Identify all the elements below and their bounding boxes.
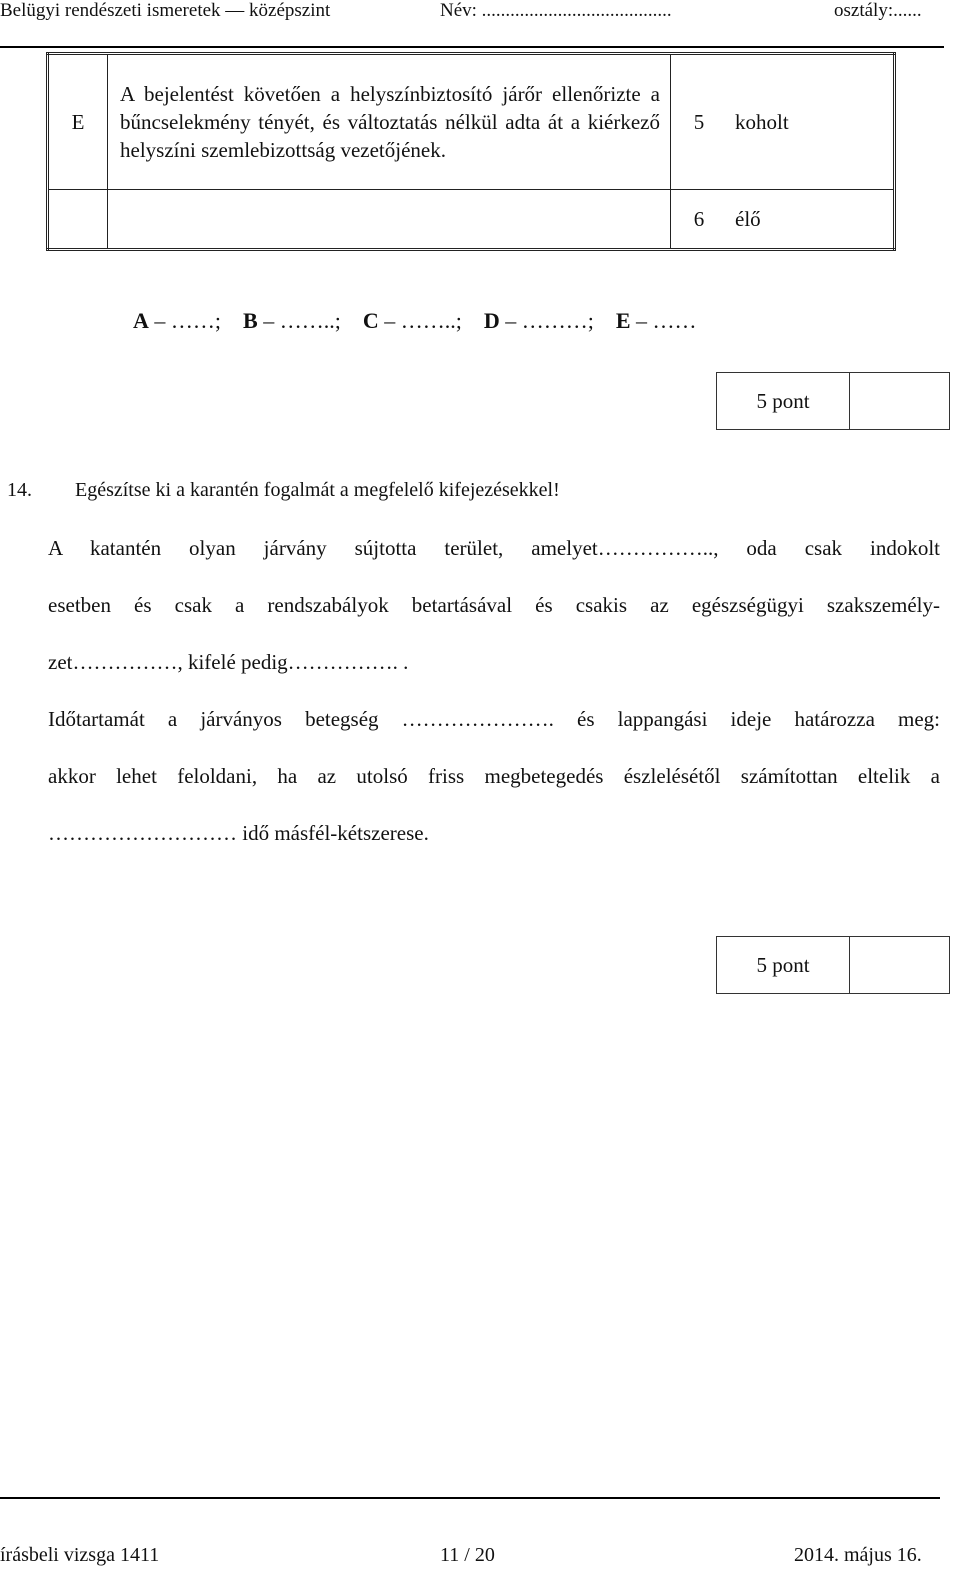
text-line: A katantén olyan járvány sújtotta terület, amelyet…………….., oda csak indokolt (48, 536, 940, 560)
row-word: koholt (727, 54, 895, 190)
score-label: 5 pont (717, 937, 850, 994)
text-line: ……………………… idő másfél-kétszerese. (48, 821, 429, 845)
answer-e-label: E (615, 308, 631, 333)
row-word: élő (727, 190, 895, 250)
score-label: 5 pont (717, 373, 850, 430)
question-text (48, 520, 940, 862)
answer-line (133, 308, 697, 334)
row-letter: E (48, 54, 108, 190)
header-name-field: Név: ........................................ (440, 0, 672, 21)
row-number: 6 (671, 190, 728, 250)
answer-b-label: B (243, 308, 258, 333)
question-instruction: Egészítse ki a karantén fogalmát a megfelelő kifejezésekkel! (75, 479, 560, 501)
header-title: Belügyi rendészeti ismeretek — középszint (0, 0, 331, 21)
answer-a-label: A (133, 308, 149, 333)
score-box (716, 372, 950, 430)
answer-d-label: D (483, 308, 500, 333)
question-number: 14. (7, 479, 32, 501)
text-line: zet……………, kifelé pedig……………. . (48, 650, 409, 674)
text-line: esetben és csak a rendszabályok betartásával és csakis az egészségügyi szakszemély- (48, 593, 940, 617)
matching-table (46, 52, 896, 251)
row-letter-empty (48, 190, 108, 250)
answer-d-blank[interactable]: – ………; (499, 308, 594, 333)
table-row (48, 190, 895, 250)
score-entry[interactable] (850, 373, 950, 430)
answer-c-blank[interactable]: – ……..; (378, 308, 462, 333)
answer-e-blank[interactable]: – …… (630, 308, 697, 333)
text-line: akkor lehet feloldani, ha az utolsó friss megbetegedés észlelésétől számítottan eltelik a (48, 764, 940, 788)
row-statement: A bejelentést követően a helyszínbiztosító járőr ellenőrizte a bűncselekmény tényét, és változtatás nélkül adta át a kiérkező helyszíni szemlebizottság vezetőjének. (108, 54, 671, 190)
score-entry[interactable] (850, 937, 950, 994)
score-box (716, 936, 950, 994)
row-statement-empty (108, 190, 671, 250)
table-row (48, 54, 895, 190)
header-class-field: osztály:...... (834, 0, 922, 21)
footer-date: 2014. május 16. (794, 1544, 922, 1566)
footer-rule (0, 1497, 940, 1499)
page-number: 11 / 20 (440, 1544, 495, 1566)
text-line: Időtartamát a járványos betegség …………………. és lappangási ideje határozza meg: (48, 707, 940, 731)
question-title (7, 479, 560, 502)
header-rule (0, 46, 944, 48)
answer-b-blank[interactable]: – ……..; (257, 308, 341, 333)
row-number: 5 (671, 54, 728, 190)
answer-c-label: C (362, 308, 379, 333)
footer-exam: írásbeli vizsga 1411 (0, 1544, 160, 1566)
answer-a-blank[interactable]: – ……; (148, 308, 222, 333)
